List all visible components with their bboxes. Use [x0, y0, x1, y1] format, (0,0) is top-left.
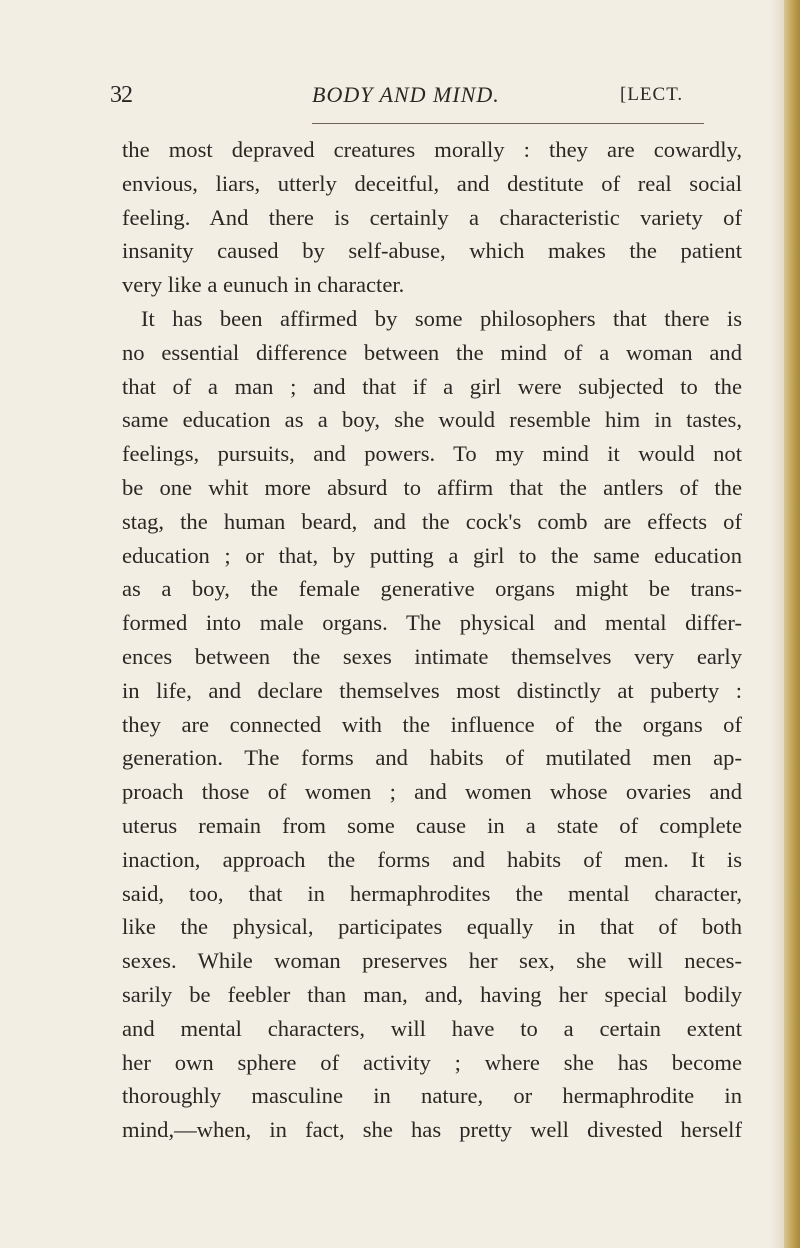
running-header — [0, 82, 800, 112]
text-line: said, too, that in hermaphrodites the mental character, — [122, 880, 742, 906]
text-line: proach those of women ; and women whose ovaries and — [122, 779, 742, 805]
text-line: formed into male organs. The physical and mental differ- — [122, 610, 742, 636]
text-line: education ; or that, by putting a girl to the same education — [122, 542, 742, 568]
text-line: insanity caused by self-abuse, which makes the patient — [122, 238, 742, 264]
text-line: thoroughly masculine in nature, or hermaphrodite in — [122, 1083, 742, 1109]
section-mark: [LECT. — [620, 84, 684, 105]
text-line: sexes. While woman preserves her sex, she will neces- — [122, 948, 742, 974]
page-number: 32 — [110, 82, 132, 108]
running-title: BODY AND MIND. — [312, 82, 500, 107]
text-line: ences between the sexes intimate themselves very early — [122, 643, 742, 669]
text-line: no essential difference between the mind of a woman and — [122, 339, 742, 365]
text-line: her own sphere of activity ; where she has become — [122, 1049, 742, 1075]
text-line: generation. The forms and habits of mutilated men ap- — [122, 745, 742, 771]
text-line: that of a man ; and that if a girl were subjected to the — [122, 373, 742, 399]
header-rule — [312, 123, 704, 124]
text-line: like the physical, participates equally in that of both — [122, 914, 742, 940]
text-line: feelings, pursuits, and powers. To my mind it would not — [122, 441, 742, 467]
page-edge-strip — [784, 0, 800, 1248]
text-line: the most depraved creatures morally : they are cowardly, — [122, 137, 742, 162]
text-line: sarily be feebler than man, and, having her special bodily — [122, 981, 742, 1007]
text-line: as a boy, the female generative organs might be trans- — [122, 576, 742, 602]
text-line: inaction, approach the forms and habits of men. It is — [122, 846, 742, 872]
text-line: same education as a boy, she would resemble him in tastes, — [122, 407, 742, 433]
text-line: they are connected with the influence of the organs of — [122, 711, 742, 737]
body-text — [122, 133, 742, 1147]
page-edge-shadow — [770, 0, 784, 1248]
text-line: be one whit more absurd to affirm that the antlers of the — [122, 474, 742, 500]
text-line: envious, liars, utterly deceitful, and destitute of real social — [122, 170, 742, 196]
text-line: and mental characters, will have to a certain extent — [122, 1015, 742, 1041]
text-line: feeling. And there is certainly a characteristic variety of — [122, 204, 742, 230]
text-line: It has been affirmed by some philosophers that there is — [141, 305, 742, 331]
text-line: very like a eunuch in character. — [122, 272, 405, 298]
text-line: uterus remain from some cause in a state of complete — [122, 812, 742, 838]
text-line: stag, the human beard, and the cock's comb are effects of — [122, 508, 742, 534]
text-line: in life, and declare themselves most distinctly at puberty : — [122, 677, 742, 703]
text-line: mind,—when, in fact, she has pretty well divested herself — [122, 1117, 742, 1143]
